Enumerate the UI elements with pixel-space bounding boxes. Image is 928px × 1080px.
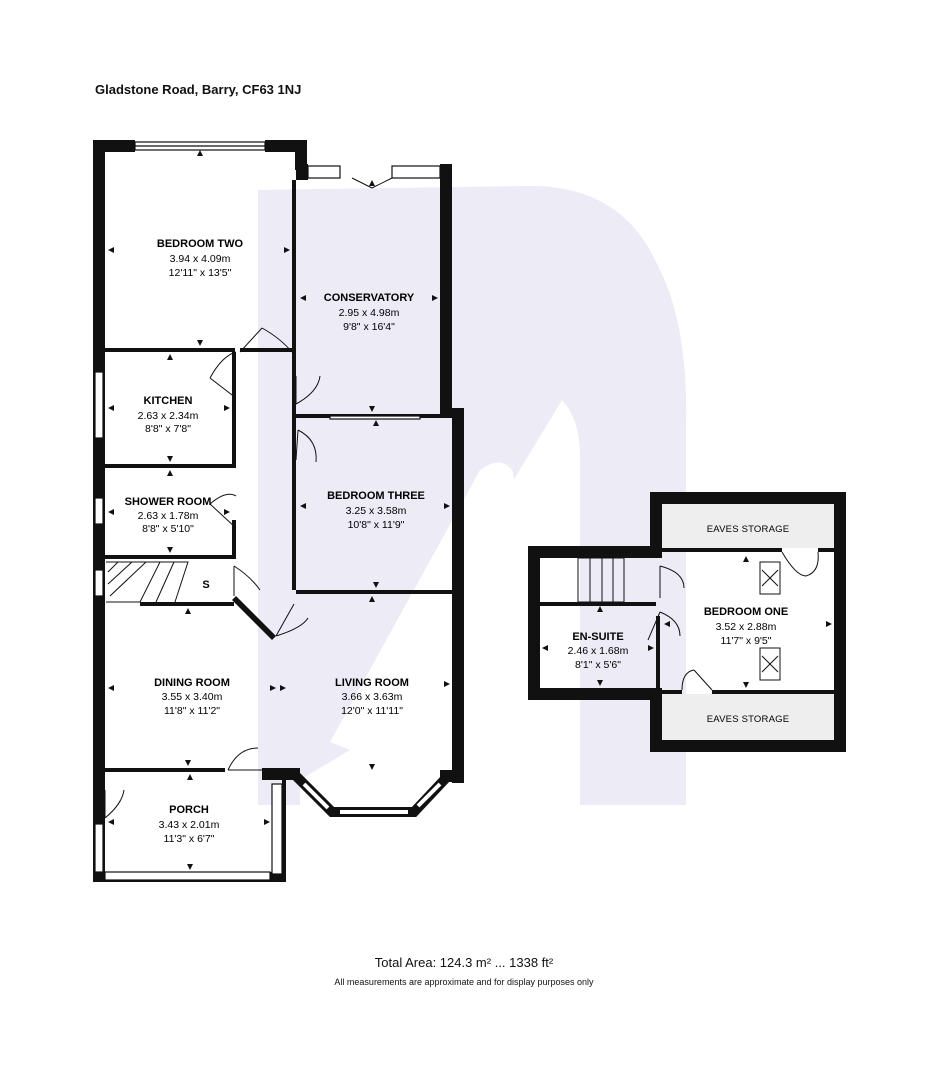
wall-ff-left-upper: [650, 492, 662, 552]
room-name: EN-SUITE: [572, 631, 624, 643]
wall-dining-bottom: [105, 768, 225, 772]
room-name: KITCHEN: [143, 395, 193, 407]
disclaimer: All measurements are approximate and for display purposes only: [334, 977, 594, 987]
wall-mid-vertical: [292, 180, 296, 590]
door-storage: [234, 566, 260, 596]
wall-ff-stairs-top: [528, 546, 662, 558]
room-metric: 3.55 x 3.40m: [161, 691, 223, 703]
wall-shower-bottom: [105, 555, 236, 559]
room-en-suite: [568, 631, 629, 671]
eaves-storage-top-label: EAVES STORAGE: [706, 524, 790, 535]
room-dining-room: [154, 677, 230, 717]
room-imperial: 11'3" x 6'7": [163, 833, 215, 845]
living-bay-window: [296, 776, 446, 812]
room-imperial: 12'0" x 11'11": [341, 705, 403, 717]
wall-ff-stairs-left: [528, 546, 540, 700]
room-imperial: 11'8" x 11'2": [163, 705, 221, 717]
room-bedroom-one: [704, 606, 788, 647]
room-name: PORCH: [169, 804, 209, 816]
room-metric: 3.66 x 3.63m: [341, 691, 403, 703]
wall-kitchen-right: [232, 352, 236, 466]
room-imperial: 12'11" x 13'5": [168, 267, 232, 279]
door-eaves-bottom: [682, 670, 712, 690]
wall-eaves-top-bottom-b: [818, 548, 834, 552]
storage-label: S: [202, 579, 210, 591]
room-porch: [159, 804, 220, 845]
room-metric: 2.63 x 2.34m: [137, 410, 199, 422]
room-metric: 3.94 x 4.09m: [169, 253, 231, 265]
window-shower: [95, 498, 103, 524]
room-imperial: 9'8" x 16'4": [343, 321, 395, 333]
wall-ff-ensuite-bottom: [528, 688, 662, 700]
room-name: BEDROOM TWO: [156, 238, 244, 250]
window-stairs: [95, 570, 103, 596]
wall-bed3-bottom: [296, 590, 456, 594]
room-bedroom-two: [157, 238, 244, 279]
wall-porch-right: [282, 780, 286, 882]
wall-top-a: [93, 140, 135, 152]
window-conservatory-right: [392, 166, 440, 178]
room-metric: 2.63 x 1.78m: [137, 510, 199, 522]
room-imperial: 8'8" x 7'8": [145, 423, 191, 435]
wall-eaves-bottom-top: [662, 690, 682, 694]
room-metric: 2.95 x 4.98m: [338, 307, 400, 319]
room-metric: 2.46 x 1.68m: [567, 645, 629, 657]
room-imperial: 10'8" x 11'9": [347, 519, 405, 531]
wall-bed2-bottom-b: [240, 348, 292, 352]
room-name: SHOWER ROOM: [124, 496, 212, 508]
wall-conservatory-right: [440, 164, 452, 414]
door-front: [105, 790, 124, 818]
window-porch-right: [272, 784, 282, 874]
wall-ff-bottom: [650, 740, 846, 752]
room-imperial: 11'7" x 9'5": [720, 635, 772, 647]
room-metric: 3.52 x 2.88m: [715, 621, 777, 633]
wall-kitchen-bottom: [105, 464, 236, 468]
room-kitchen: [138, 395, 199, 435]
property-address: Gladstone Road, Barry, CF63 1NJ: [95, 82, 302, 97]
room-shower-room: [125, 496, 212, 535]
room-imperial: 8'8" x 5'10": [142, 523, 194, 535]
window-conservatory-left: [308, 166, 340, 178]
wall-bed2-bottom: [105, 348, 235, 352]
wall-eaves-top-bottom: [662, 548, 782, 552]
wall-ff-ensuite-right: [656, 616, 660, 690]
room-metric: 3.25 x 3.58m: [345, 505, 407, 517]
room-metric: 3.43 x 2.01m: [158, 819, 220, 831]
wall-ff-ensuite-top: [540, 602, 656, 606]
wall-right-outer: [452, 408, 464, 783]
wall-conservatory-tl: [296, 164, 308, 180]
room-name: LIVING ROOM: [335, 677, 409, 689]
wall-stairs-bottom: [140, 602, 234, 606]
room-name: DINING ROOM: [154, 677, 230, 689]
room-imperial: 8'1" x 5'6": [575, 659, 621, 671]
ground-stairs: [106, 562, 188, 602]
eaves-storage-bottom-label: EAVES STORAGE: [706, 714, 790, 725]
wall-ff-top: [650, 492, 846, 504]
room-name: BEDROOM THREE: [327, 490, 425, 502]
wall-ff-right: [834, 492, 846, 752]
window-kitchen: [95, 372, 103, 438]
window-porch-bottom: [105, 872, 270, 880]
window-porch-left: [95, 824, 103, 872]
wall-eaves-bottom-top-b: [712, 690, 834, 694]
window-bed3-top: [330, 416, 420, 419]
room-name: CONSERVATORY: [323, 292, 415, 304]
room-name: BEDROOM ONE: [703, 606, 789, 618]
door-porch: [228, 748, 262, 770]
room-living-room: [335, 677, 409, 717]
door-eaves-top: [782, 552, 818, 576]
total-area: Total Area: 124.3 m² ... 1338 ft²: [374, 955, 554, 970]
